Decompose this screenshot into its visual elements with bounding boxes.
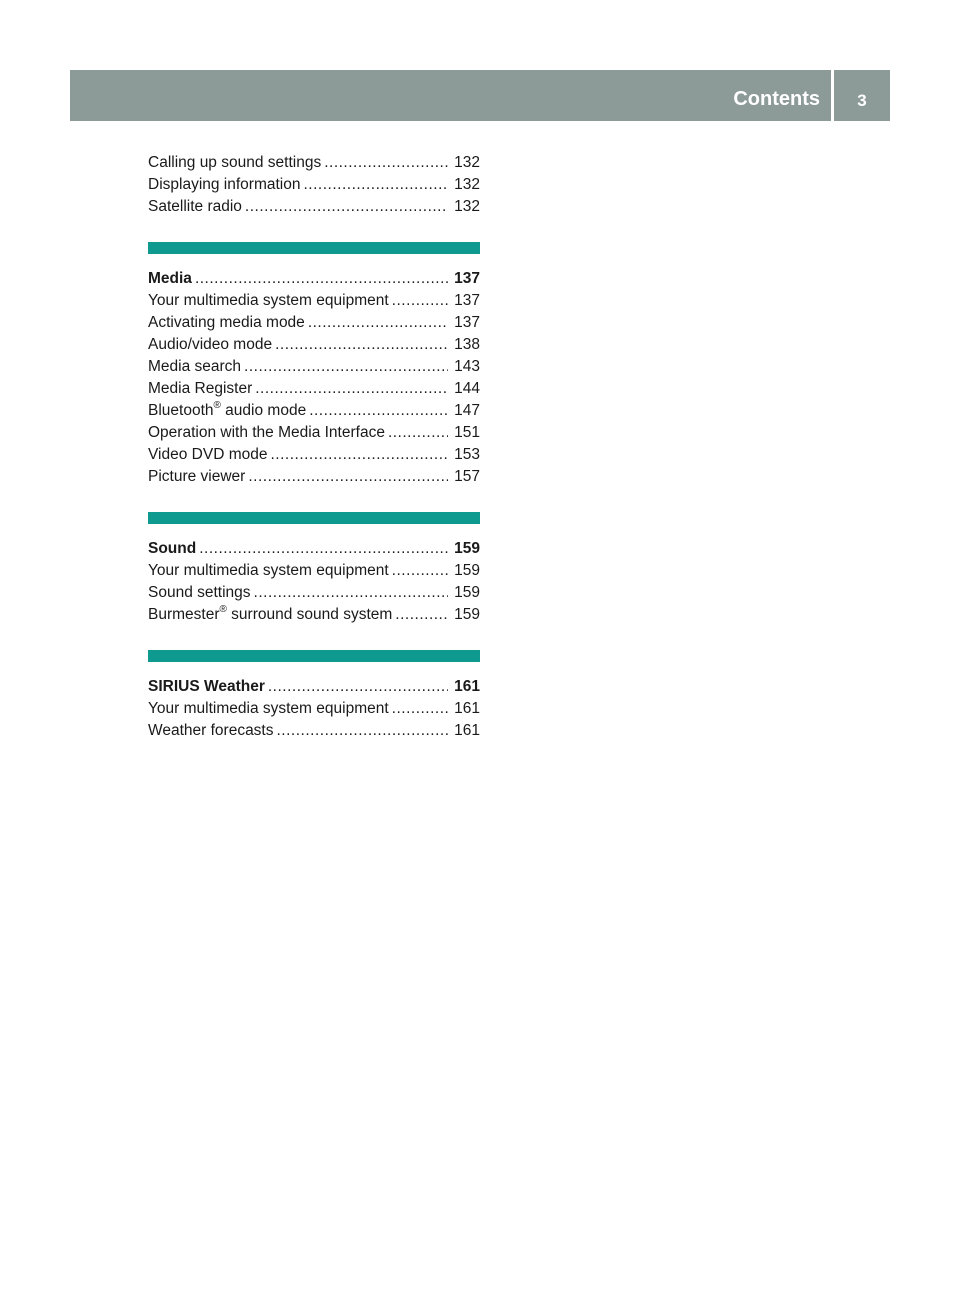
toc-entry-page: 159 (454, 606, 480, 623)
toc-chapter-title: SIRIUS Weather (148, 678, 265, 695)
dot-leader (392, 698, 448, 720)
toc-entry-page: 161 (454, 722, 480, 739)
toc-entry-burmester-surround[interactable] (148, 604, 480, 626)
toc-entry-media-equipment[interactable] (148, 290, 480, 312)
toc-entry-title-part: audio mode (220, 402, 307, 419)
toc-entry-title (148, 400, 309, 422)
section-divider-bar (148, 512, 480, 524)
table-of-contents (148, 152, 480, 742)
toc-chapter-page: 137 (454, 270, 480, 287)
dot-leader (392, 290, 448, 312)
toc-entry-picture-viewer[interactable] (148, 466, 480, 488)
toc-chapter-title: Sound (148, 540, 197, 557)
toc-entry-title: Operation with the Media Interface (148, 424, 385, 441)
toc-entry-weather-equipment[interactable] (148, 698, 480, 720)
dot-leader (248, 466, 448, 488)
toc-entry-page: 161 (454, 700, 480, 717)
dot-leader (392, 560, 448, 582)
toc-entry-page: 137 (454, 314, 480, 331)
dot-leader (270, 444, 448, 466)
dot-leader (195, 268, 448, 290)
toc-entry-title: Activating media mode (148, 314, 305, 331)
toc-entry-page: 159 (454, 562, 480, 579)
toc-entry-title-part: Bluetooth (148, 402, 214, 419)
toc-chapter-page: 161 (454, 678, 480, 695)
dot-leader (388, 422, 448, 444)
toc-entry-page: 159 (454, 584, 480, 601)
toc-entry-page: 132 (454, 198, 480, 215)
dot-leader (199, 538, 448, 560)
toc-entry-page: 132 (454, 176, 480, 193)
dot-leader (275, 334, 448, 356)
toc-entry-displaying-information[interactable] (148, 174, 480, 196)
toc-chapter-media[interactable] (148, 268, 480, 290)
section-divider-bar (148, 242, 480, 254)
toc-entry-activating-media-mode[interactable] (148, 312, 480, 334)
header-page-number: 3 (857, 91, 867, 110)
toc-entry-title: Audio/video mode (148, 336, 273, 353)
dot-leader (254, 582, 449, 604)
registered-mark: ® (219, 604, 227, 615)
toc-entry-page: 144 (454, 380, 480, 397)
toc-entry-audio-video-mode[interactable] (148, 334, 480, 356)
dot-leader (324, 152, 448, 174)
toc-entry-page: 143 (454, 358, 480, 375)
dot-leader (309, 400, 448, 422)
toc-chapter-title: Media (148, 270, 192, 287)
toc-chapter-sound[interactable] (148, 538, 480, 560)
dot-leader (304, 174, 449, 196)
toc-entry-title: Media Register (148, 380, 253, 397)
toc-entry-page: 157 (454, 468, 480, 485)
toc-entry-title: Picture viewer (148, 468, 246, 485)
toc-entry-title-part: surround sound system (226, 606, 393, 623)
dot-leader (245, 196, 448, 218)
toc-entry-page: 132 (454, 154, 480, 171)
toc-entry-title: Video DVD mode (148, 446, 268, 463)
dot-leader (395, 604, 448, 626)
toc-entry-page: 153 (454, 446, 480, 463)
toc-entry-page: 138 (454, 336, 480, 353)
toc-entry-media-search[interactable] (148, 356, 480, 378)
dot-leader (268, 676, 448, 698)
toc-entry-calling-up-sound-settings[interactable] (148, 152, 480, 174)
toc-chapter-sirius-weather[interactable] (148, 676, 480, 698)
section-divider-bar (148, 650, 480, 662)
toc-entry-title: Your multimedia system equipment (148, 292, 389, 309)
dot-leader (244, 356, 448, 378)
dot-leader (308, 312, 448, 334)
toc-entry-title: Weather forecasts (148, 722, 274, 739)
toc-entry-title-part: Burmester (148, 606, 220, 623)
toc-chapter-page: 159 (454, 540, 480, 557)
toc-entry-bluetooth-audio-mode[interactable] (148, 400, 480, 422)
registered-mark: ® (213, 400, 221, 411)
toc-entry-title (148, 604, 395, 626)
dot-leader (255, 378, 448, 400)
toc-entry-media-register[interactable] (148, 378, 480, 400)
toc-entry-title: Displaying information (148, 176, 301, 193)
toc-entry-sound-equipment[interactable] (148, 560, 480, 582)
toc-entry-page: 147 (454, 402, 480, 419)
toc-entry-sound-settings[interactable] (148, 582, 480, 604)
toc-entry-media-interface[interactable] (148, 422, 480, 444)
toc-entry-title: Media search (148, 358, 242, 375)
toc-entry-title: Sound settings (148, 584, 251, 601)
toc-entry-title: Calling up sound settings (148, 154, 322, 171)
dot-leader (277, 720, 449, 742)
toc-entry-title: Satellite radio (148, 198, 242, 215)
toc-entry-weather-forecasts[interactable] (148, 720, 480, 742)
toc-entry-video-dvd-mode[interactable] (148, 444, 480, 466)
header-title: Contents (733, 88, 820, 110)
toc-entry-page: 151 (454, 424, 480, 441)
toc-entry-page: 137 (454, 292, 480, 309)
toc-entry-title: Your multimedia system equipment (148, 700, 389, 717)
toc-entry-satellite-radio[interactable] (148, 196, 480, 218)
toc-entry-title: Your multimedia system equipment (148, 562, 389, 579)
